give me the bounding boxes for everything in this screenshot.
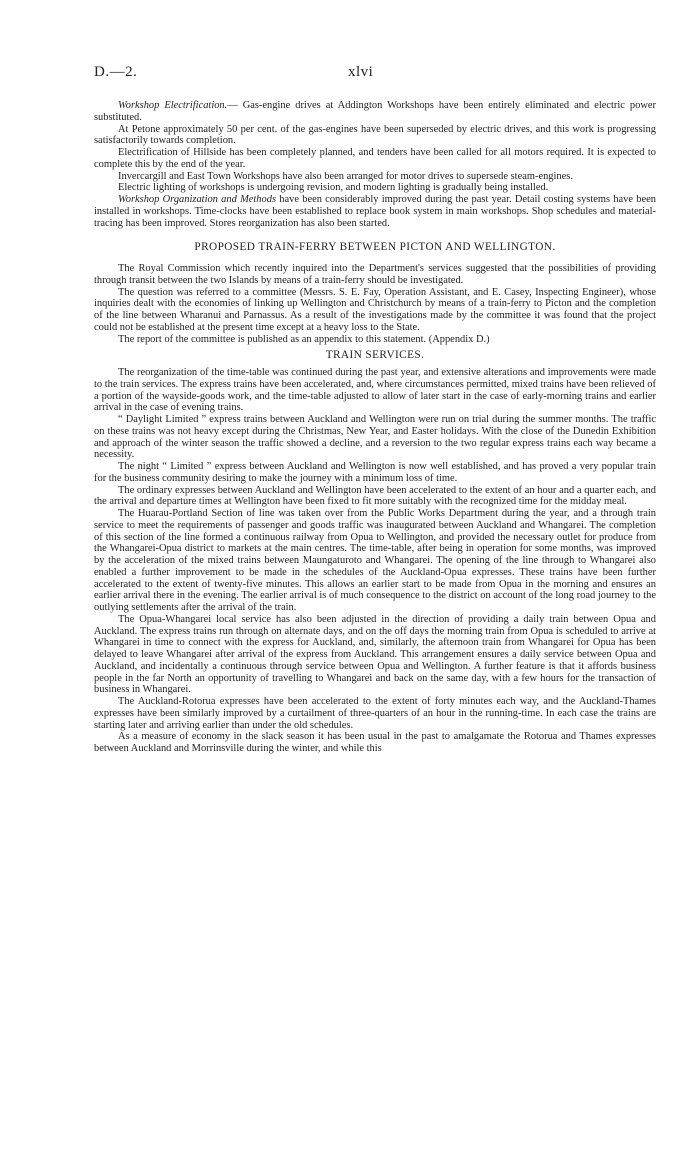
section-heading: TRAIN SERVICES. [325,349,425,362]
paragraph: The Huarau-Portland Section of line was taken over from the Public Works Department during the year, and a through train service to meet the requirements of passenger and goods traffic was inaugurated between Auckland and Whangarei. The completion of this section of the line formed a continuous railway from Opua to Wellington, and provided the necessary outlet for produce from the Whangarei-Opua district to markets at the main centres. The time-table, after being in operation for some months, was improved by the acceleration of the mixed trains between Maungaturoto and Whangarei. The opening of the line through to Whangarei also enabled a further improvement to be made in the schedules of the Auckland-Opua expresses. These trains have been further accelerated to the extent of twenty-five minutes. This allows an earlier start to be made from Opua in the morning and ensures an earlier arrival there in the evening. The earlier arrival is of much consequence to the district on account of the long road journey to the outlying settlements after the arrival of the train. [94,508,656,613]
train-ferry-section [94,263,656,345]
page-reference: D.—2. [94,64,138,80]
page-header [94,64,656,84]
paragraph: The Opua-Whangarei local service has also been adjusted in the direction of providing a daily train between Opua and Auckland. The express trains run through on alternate days, and on the off days the morning train from Opua is scheduled to arrive at Whangarei in time to connect with the express for Auckland, and, similarly, the afternoon train from Whangarei for Opua has been delayed to leave Whangarei after arrival of the express from Auckland. This arrangement ensures a daily service between Opua and Auckland, and incidentally a continuous through service between Opua and Wellington. A further feature is that it affords business people in the far North an opportunity of travelling to Whangarei and back on the same day, with a few hours for the transaction of business in Whangarei. [94,613,656,696]
paragraph: Electric lighting of workshops is undergoing revision, and modern lighting is gradually being installed. [118,182,549,194]
paragraph: Workshop Organization and Methods have been considerably improved during the past year. Detail costing systems have been installed in workshops. Time-clocks have been established to replace book system in main workshops. Shop schedules and material-tracing has been improved. Stores reorganization has also been started. [94,194,656,229]
document-body [94,100,656,755]
run-in-heading: Workshop Electrification. [118,100,228,111]
run-in-heading: Workshop Organization and Methods [118,194,277,205]
train-services-section [94,367,656,755]
paragraph: The Auckland-Rotorua expresses have been accelerated to the extent of forty minutes each way, and the Auckland-Thames expresses have been similarly improved by a curtailment of three-quarters of an hour in the running-time. In each case the trains are starting later and arriving earlier than under the old schedules. [94,696,656,731]
paragraph: Invercargill and East Town Workshops have also been arranged for motor drives to supersede steam-engines. [118,170,573,182]
section-heading: PROPOSED TRAIN-FERRY BETWEEN PICTON AND WELLINGTON. [194,241,556,254]
paragraph: As a measure of economy in the slack season it has been usual in the past to amalgamate the Rotorua and Thames expresses between Auckland and Morrinsville during the winter, and while this [94,731,656,754]
paragraph: The Royal Commission which recently inquired into the Department's services suggested that the possibilities of providing through transit between the two Islands by means of a train-ferry should be investigated. [94,263,656,286]
page-number: xlvi [348,64,374,80]
paragraph: “ Daylight Limited ” express trains between Auckland and Wellington were run on trial during the summer months. The traffic on these trains was not heavy except during the Christmas, New Year, and Easter holidays. With the close of the Dunedin Exhibition and approach of the winter season the traffic showed a decline, and a reversion to the two regular express trains each way became a necessity. [94,414,656,461]
paragraph: The report of the committee is published as an appendix to this statement. (Appendix D.) [118,333,490,345]
paragraph: The reorganization of the time-table was continued during the past year, and extensive alterations and improvements were made to the train services. The express trains have been accelerated, and, where circumstances permitted, mixed trains have been relieved of a portion of the wayside-goods work, and the time-table adjusted to allow of later start in the case of early-morning trains and earlier arrival in the case of evening trains. [94,367,656,414]
paragraph: The question was referred to a committee (Messrs. S. E. Fay, Operation Assistant, and E. Casey, Inspecting Engineer), whose inquiries dealt with the economies of linking up Wellington and Christchurch by means of a train-ferry to Picton and the completion of the line between Wharanui and Parnassus. As a result of the investigations made by the committee it was found that the project could not be established at the present time except at a heavy loss to the State. [94,286,656,333]
paragraph: The ordinary expresses between Auckland and Wellington have been accelerated to the extent of an hour and a quarter each, and the arrival and departure times at Wellington have been fixed to fit more suitably with the recognized time for the midday meal. [94,484,656,508]
paragraph: Electrification of Hillside has been completely planned, and tenders have been called for all motors required. It is expected to complete this by the end of the year. [94,147,656,170]
paragraph: The night “ Limited ” express between Auckland and Wellington is now well established, and has proved a very popular train for the business community desiring to make the journey with a minimum loss of time. [94,461,656,484]
workshop-section [94,100,656,229]
paragraph: At Petone approximately 50 per cent. of the gas-engines have been superseded by electric drives, and this work is progressing satisfactorily towards completion. [94,123,656,147]
paragraph: Workshop Electrification.— Gas-engine drives at Addington Workshops have been entirely eliminated and electric power substituted. [94,100,656,123]
